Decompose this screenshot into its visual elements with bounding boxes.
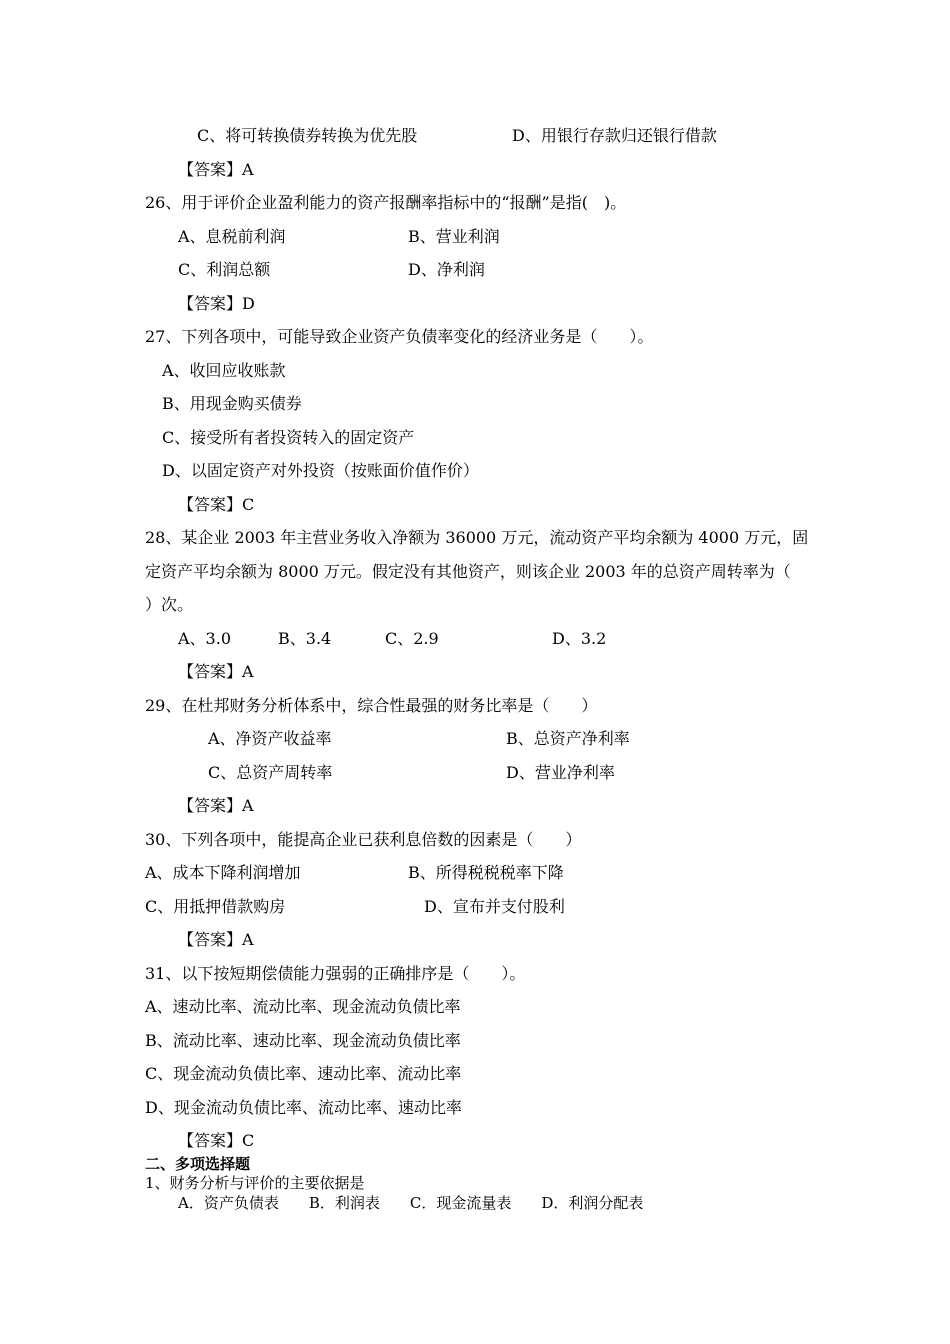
mc-q1-options: A．资产负债表 B．利润表 C．现金流量表 D．利润分配表	[178, 1194, 644, 1212]
q25-option-d: D、用银行存款归还银行借款	[512, 126, 717, 145]
q31-stem: 31、以下按短期偿债能力强弱的正确排序是（ ）。	[145, 964, 526, 983]
q28-option-a: A、3.0	[178, 629, 232, 648]
mc-q1-stem: 1、财务分析与评价的主要依据是	[145, 1174, 365, 1192]
q31-option-a: A、速动比率、流动比率、现金流动负债比率	[145, 997, 461, 1016]
q26-answer: 【答案】D	[178, 294, 255, 313]
q26-stem: 26、用于评价企业盈利能力的资产报酬率指标中的“报酬”是指( )。	[145, 193, 627, 212]
q30-option-b: B、所得税税税率下降	[408, 863, 564, 882]
q30-option-a: A、成本下降利润增加	[145, 863, 301, 882]
q29-option-c: C、总资产周转率	[208, 763, 333, 782]
q30-option-c: C、用抵押借款购房	[145, 897, 286, 916]
q28-stem-line-3: ）次。	[145, 595, 194, 614]
q27-option-c: C、接受所有者投资转入的固定资产	[162, 428, 415, 447]
q28-option-d: D、3.2	[552, 629, 607, 648]
q26-option-d: D、净利润	[408, 260, 485, 279]
q28-option-c: C、2.9	[385, 629, 439, 648]
section-heading: 二、多项选择题	[145, 1155, 251, 1173]
q27-stem: 27、下列各项中，可能导致企业资产负债率变化的经济业务是（ ）。	[145, 327, 654, 346]
q25-option-c: C、将可转换债券转换为优先股	[197, 126, 418, 145]
q29-answer: 【答案】A	[178, 796, 254, 815]
q31-option-c: C、现金流动负债比率、速动比率、流动比率	[145, 1064, 462, 1083]
q26-option-b: B、营业利润	[408, 227, 500, 246]
q28-stem-line-1: 28、某企业 2003 年主营业务收入净额为 36000 万元，流动资产平均余额为 4000 万元，固	[145, 528, 809, 547]
q26-option-c: C、利润总额	[178, 260, 271, 279]
q30-option-d: D、宣布并支付股利	[424, 897, 565, 916]
q27-option-b: B、用现金购买债券	[162, 394, 302, 413]
q28-stem-line-2: 定资产平均余额为 8000 万元。假定没有其他资产，则该企业 2003 年的总资产周转率为（	[145, 562, 791, 581]
q31-answer: 【答案】C	[178, 1131, 255, 1150]
q28-answer: 【答案】A	[178, 662, 254, 681]
q31-option-b: B、流动比率、速动比率、现金流动负债比率	[145, 1031, 461, 1050]
q26-option-a: A、息税前利润	[178, 227, 286, 246]
q29-option-d: D、营业净利率	[506, 763, 615, 782]
q25-answer: 【答案】A	[178, 160, 254, 179]
q31-option-d: D、现金流动负债比率、流动比率、速动比率	[145, 1098, 462, 1117]
q29-stem: 29、在杜邦财务分析体系中，综合性最强的财务比率是（ ）	[145, 696, 598, 715]
q30-stem: 30、下列各项中，能提高企业已获利息倍数的因素是（ ）	[145, 830, 582, 849]
q30-answer: 【答案】A	[178, 930, 254, 949]
q29-option-b: B、总资产净利率	[506, 729, 630, 748]
q27-option-a: A、收回应收账款	[162, 361, 286, 380]
q29-option-a: A、净资产收益率	[208, 729, 332, 748]
q27-answer: 【答案】C	[178, 495, 255, 514]
q27-option-d: D、以固定资产对外投资（按账面价值作价）	[162, 461, 479, 480]
q28-option-b: B、3.4	[278, 629, 332, 648]
